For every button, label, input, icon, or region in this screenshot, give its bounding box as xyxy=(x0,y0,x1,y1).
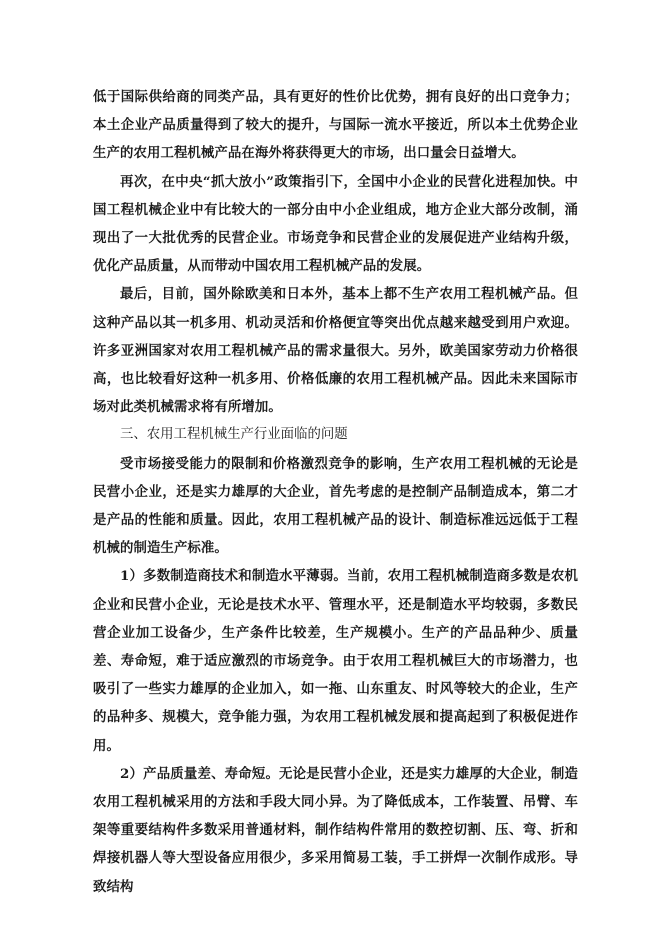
document-body xyxy=(93,83,578,901)
paragraph-poor-quality: 2）产品质量差、寿命短。无论是民营小企业，还是实力雄厚的大企业，制造农用工程机械采用的方法和手段大同小异。为了降低成本，工作装置、吊臂、车架等重要结构件多数采用普通材料，制作结构件常用的数控切割、压、弯、折和焊接机器人等大型设备应用很少，多采用简易工装，手工拼焊一次制作成形。导致结构 xyxy=(93,765,578,895)
paragraph-cost-control: 受市场接受能力的限制和价格激烈竞争的影响，生产农用工程机械的无论是民营小企业，还是实力雄厚的大企业，首先考虑的是控制产品制造成本，第二才是产品的性能和质量。因此，农用工程机械产品的设计、制造标准远远低于工程机械的制造生产标准。 xyxy=(93,455,578,557)
section-heading-problems: 三、农用工程机械生产行业面临的问题 xyxy=(120,427,348,443)
paragraph-state-policy: 再次，在中央“抓大放小”政策指引下，全国中小企业的民营化进程加快。中国工程机械企业中有比较大的一部分由中小企业组成，地方企业大部分改制，涌现出了一大批优秀的民营企业。市场竞争和民营企业的发展促进产业结构升级，优化产品质量，从而带动中国农用工程机械产品的发展。 xyxy=(93,173,578,275)
paragraph-international-demand: 最后，目前，国外除欧美和日本外，基本上都不生产农用工程机械产品。但这种产品以其一机多用、机动灵活和价格便宜等突出优点越来越受到用户欢迎。许多亚洲国家对农用工程机械产品的需求量很大。另外，欧美国家劳动力价格很高，也比较看好这种一机多用、价格低廉的农用工程机械产品。因此未来国际市场对此类机械需求将有所增加。 xyxy=(93,286,578,416)
paragraph-weak-manufacturers: 1）多数制造商技术和制造水平薄弱。当前，农用工程机械制造商多数是农机企业和民营小企业，无论是技术水平、管理水平，还是制造水平均较弱，多数民营企业加工设备少，生产条件比较差，生产规模小。生产的产品品种少、质量差、寿命短，难于适应激烈的市场竞争。由于农用工程机械巨大的市场潜力，也吸引了一些实力雄厚的企业加入，如一拖、山东重友、时风等较大的企业，生产的品种多、规模大，竞争能力强，为农用工程机械发展和提高起到了积极促进作用。 xyxy=(93,568,578,754)
paragraph-continuation: 低于国际供给商的同类产品，具有更好的性价比优势，拥有良好的出口竞争力；本土企业产品质量得到了较大的提升，与国际一流水平接近，所以本土优势企业生产的农用工程机械产品在海外将获得更大的市场，出口量会日益增大。 xyxy=(93,89,578,162)
